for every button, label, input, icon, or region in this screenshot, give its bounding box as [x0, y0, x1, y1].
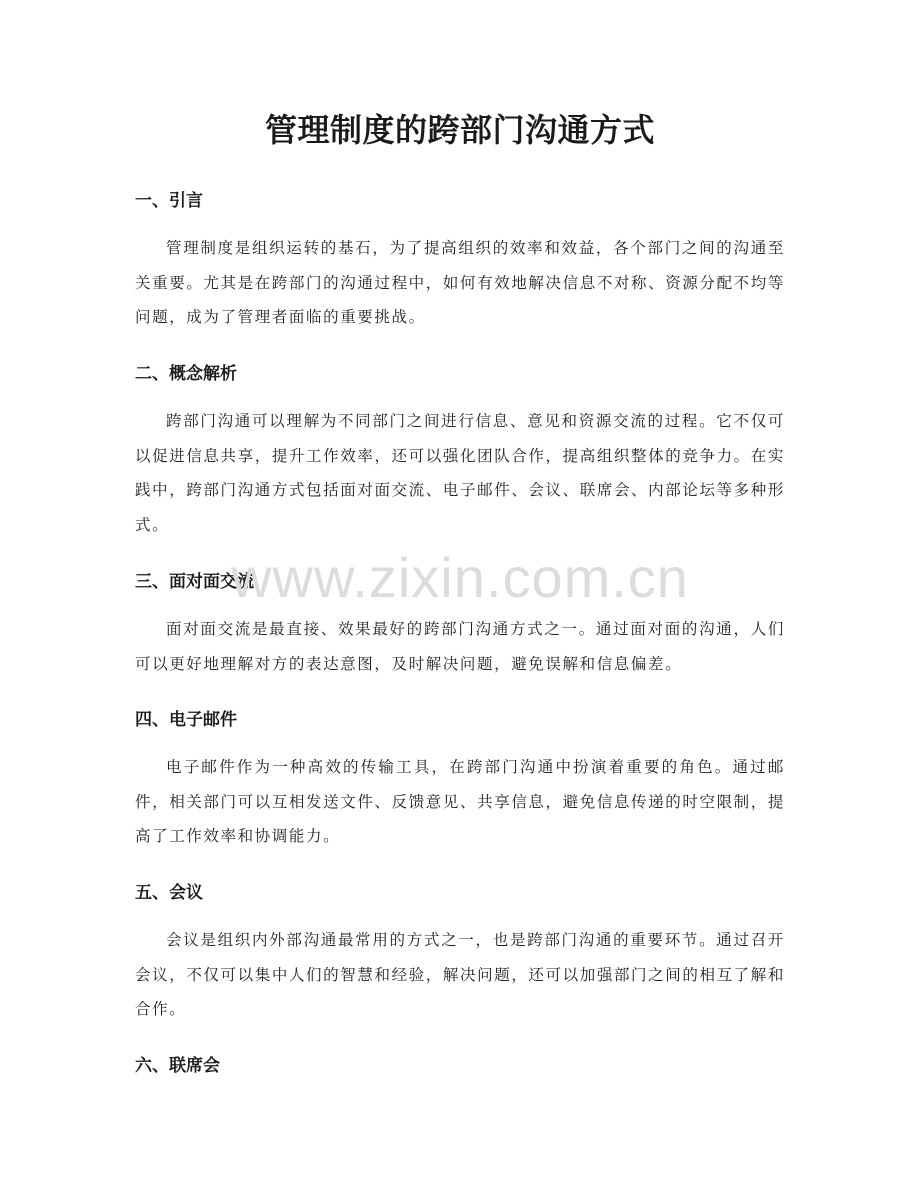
section-email: [135, 708, 785, 854]
section-paragraph: 面对面交流是最直接、效果最好的跨部门沟通方式之一。通过面对面的沟通，人们可以更好地理解对方的表达意图，及时解决问题，避免误解和信息偏差。: [135, 620, 785, 673]
section-heading: 一、引言: [135, 191, 203, 211]
section-heading: 六、联席会: [135, 1056, 220, 1076]
section-heading: 四、电子邮件: [135, 710, 237, 730]
section-face-to-face: [135, 570, 785, 681]
section-joint-meeting: [135, 1054, 785, 1096]
section-meeting: [135, 881, 785, 1027]
document-title: 管理制度的跨部门沟通方式: [264, 111, 655, 149]
watermark: www.zixin.com.cn: [231, 546, 689, 609]
section-heading: 三、面对面交流: [135, 572, 254, 592]
section-heading: 五、会议: [135, 883, 203, 903]
section-paragraph: 跨部门沟通可以理解为不同部门之间进行信息、意见和资源交流的过程。它不仅可以促进信息共享，提升工作效率，还可以强化团队合作，提高组织整体的竞争力。在实践中，跨部门沟通方式包括面对面交流、电子邮件、会议、联席会、内部论坛等多种形式。: [135, 412, 785, 534]
section-concept: [135, 362, 785, 542]
section-heading: 二、概念解析: [135, 364, 237, 384]
section-paragraph: 管理制度是组织运转的基石，为了提高组织的效率和效益，各个部门之间的沟通至关重要。尤其是在跨部门的沟通过程中，如何有效地解决信息不对称、资源分配不均等问题，成为了管理者面临的重要挑战。: [135, 239, 785, 326]
section-introduction: [135, 189, 785, 335]
section-paragraph: 会议是组织内外部沟通最常用的方式之一，也是跨部门沟通的重要环节。通过召开会议，不仅可以集中人们的智慧和经验，解决问题，还可以加强部门之间的相互了解和合作。: [135, 931, 785, 1018]
section-paragraph: 电子邮件作为一种高效的传输工具，在跨部门沟通中扮演着重要的角色。通过邮件，相关部门可以互相发送文件、反馈意见、共享信息，避免信息传递的时空限制，提高了工作效率和协调能力。: [135, 758, 785, 845]
